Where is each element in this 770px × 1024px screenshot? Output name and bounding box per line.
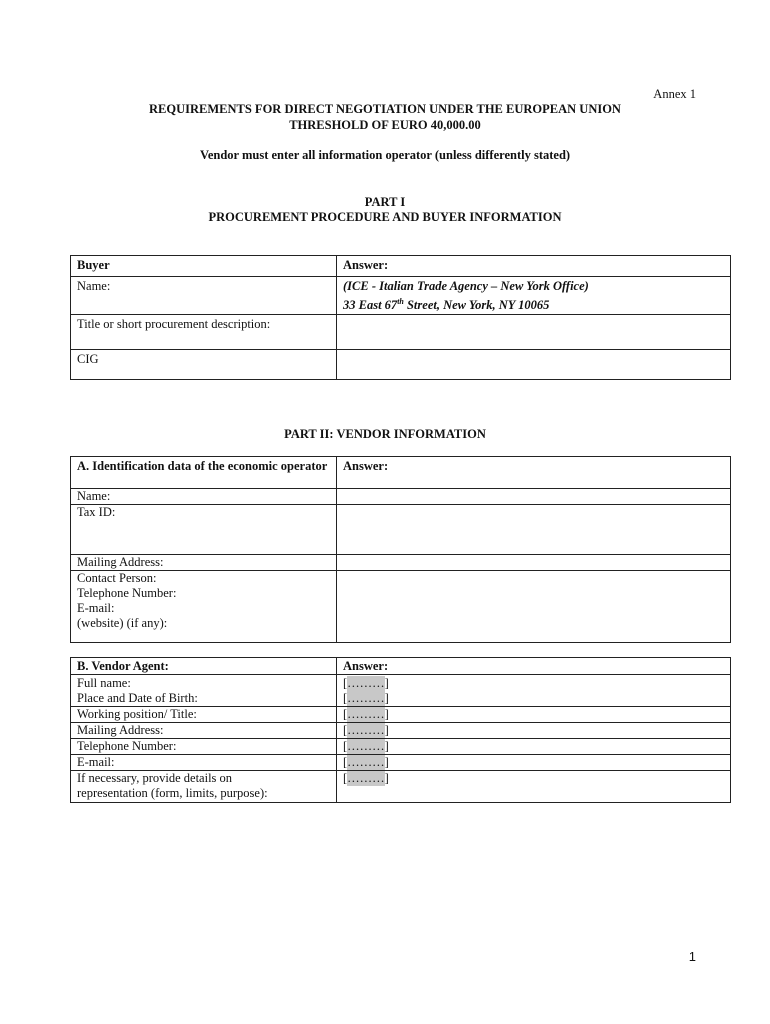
agent-birth-label: Place and Date of Birth: [77, 691, 198, 705]
agent-representation-label-line-1: If necessary, provide details on [77, 771, 233, 785]
buyer-table [70, 255, 731, 380]
agent-representation-field[interactable]: [………] [337, 771, 731, 803]
part1-heading: PART I [364, 195, 406, 209]
tax-id-answer[interactable] [337, 505, 731, 555]
instruction-text: Vendor must enter all information operator (unless differently stated) [199, 148, 571, 162]
agent-representation-label-line-2: representation (form, limits, purpose): [77, 786, 268, 800]
vendor-mailing-label: Mailing Address: [71, 555, 337, 571]
agent-header: B. Vendor Agent: [71, 658, 337, 675]
buyer-name-label: Name: [71, 277, 337, 315]
document-title-line-1: REQUIREMENTS FOR DIRECT NEGOTIATION UNDER THE EUROPEAN UNION [149, 102, 621, 116]
agent-position-label: Working position/ Title: [71, 707, 337, 723]
identification-answer-header: Answer: [337, 457, 731, 489]
agent-email-label: E-mail: [71, 755, 337, 771]
agent-mailing-field[interactable]: [………] [337, 723, 731, 739]
part2-heading: PART II: VENDOR INFORMATION [284, 427, 486, 441]
agent-email-field[interactable]: [………] [337, 755, 731, 771]
agent-mailing-label: Mailing Address: [71, 723, 337, 739]
agent-name-birth-label [71, 675, 337, 707]
cig-answer[interactable] [337, 350, 731, 380]
procurement-title-label: Title or short procurement description: [71, 315, 337, 350]
vendor-name-answer[interactable] [337, 489, 731, 505]
agent-telephone-field[interactable]: [………] [337, 739, 731, 755]
annex-label: Annex 1 [653, 87, 696, 101]
contact-block-label [71, 571, 337, 643]
vendor-name-label: Name: [71, 489, 337, 505]
agent-representation-label [71, 771, 337, 803]
page-number: 1 [688, 949, 696, 964]
website-label: (website) (if any): [77, 616, 168, 630]
contact-block-answer[interactable] [337, 571, 731, 643]
agent-full-name-label: Full name: [77, 676, 131, 690]
document-title-line-2: THRESHOLD OF EURO 40,000.00 [289, 118, 481, 132]
telephone-label: Telephone Number: [77, 586, 177, 600]
vendor-agent-table [70, 657, 731, 803]
agent-position-field[interactable]: [………] [337, 707, 731, 723]
agent-name-birth-answer[interactable] [337, 675, 731, 707]
tax-id-label: Tax ID: [71, 505, 337, 555]
procurement-title-answer[interactable] [337, 315, 731, 350]
contact-person-label: Contact Person: [77, 571, 157, 585]
agent-answer-header: Answer: [337, 658, 731, 675]
buyer-answer-header: Answer: [337, 256, 731, 277]
part1-subheading: PROCUREMENT PROCEDURE AND BUYER INFORMATION [208, 210, 562, 224]
identification-header: A. Identification data of the economic operator [71, 457, 337, 489]
email-label: E-mail: [77, 601, 115, 615]
cig-label: CIG [71, 350, 337, 380]
buyer-name-answer-line-2: 33 East 67th Street, New York, NY 10065 [343, 297, 550, 313]
agent-birth-field[interactable]: [………] [343, 691, 389, 705]
vendor-identification-table [70, 456, 731, 643]
buyer-header: Buyer [71, 256, 337, 277]
agent-telephone-label: Telephone Number: [71, 739, 337, 755]
buyer-name-answer-line-1: (ICE - Italian Trade Agency – New York Office) [343, 279, 589, 293]
agent-full-name-field[interactable]: [………] [343, 676, 389, 690]
buyer-name-answer [337, 277, 731, 315]
vendor-mailing-answer[interactable] [337, 555, 731, 571]
